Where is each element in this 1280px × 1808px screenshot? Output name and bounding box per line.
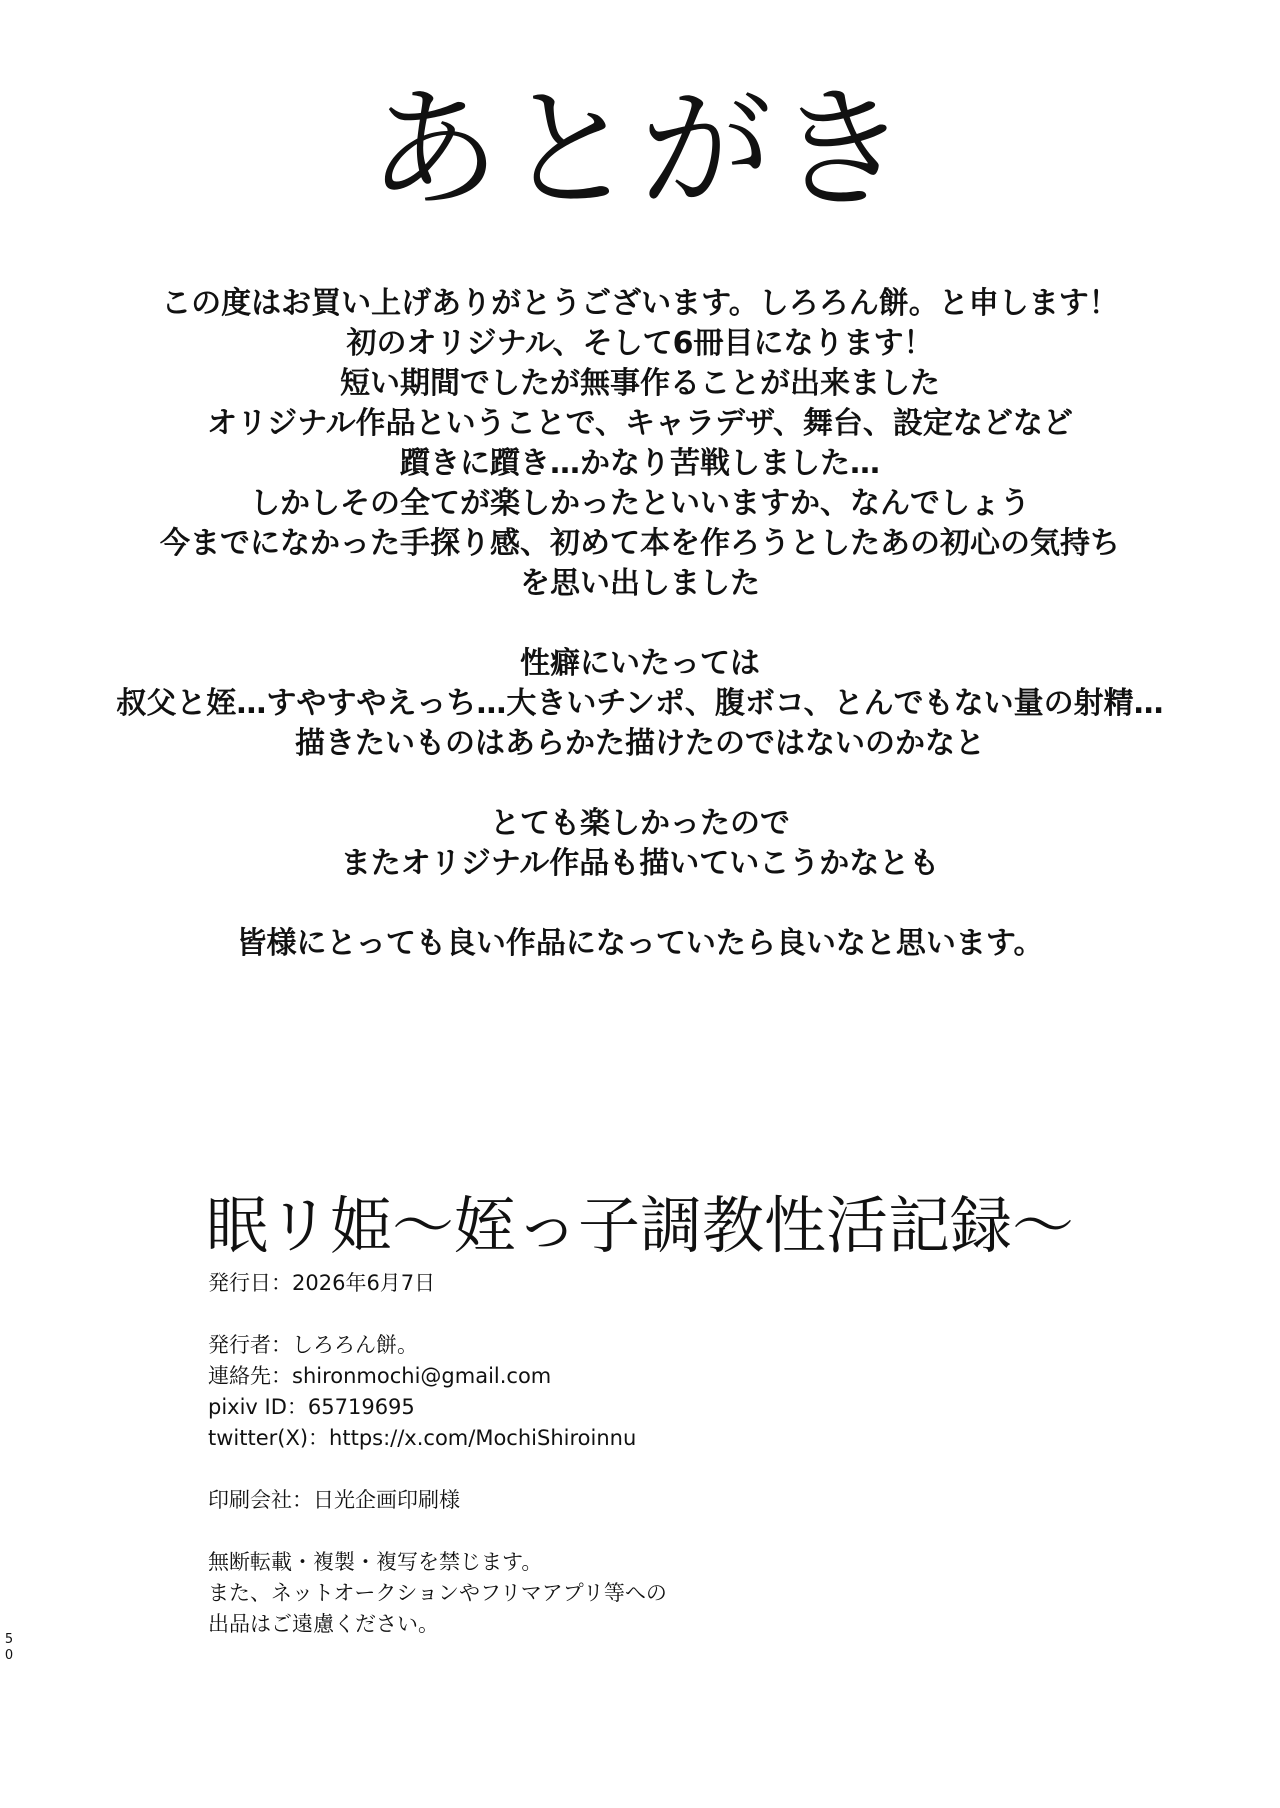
colophon-line: pixiv ID：65719695	[208, 1395, 415, 1419]
page-number: 50	[4, 1632, 14, 1663]
colophon-line: また、ネットオークションやフリマアプリ等への	[208, 1581, 667, 1605]
afterword-line: 躓きに躓き…かなり苦戦しました…	[400, 446, 880, 481]
afterword-line: しかしその全てが楽しかったといいますか、なんでしょう	[250, 486, 1030, 521]
colophon-publisher-info	[208, 1330, 1108, 1454]
afterword-line: とても楽しかったので	[490, 806, 790, 841]
colophon-publication-date	[208, 1268, 1108, 1299]
colophon-line: 発行日：2026年6月7日	[208, 1271, 436, 1295]
colophon-line: 発行者：しろろん餅。	[208, 1333, 418, 1357]
book-title: 眠リ姫～姪っ子調教性活記録～	[205, 1189, 1074, 1262]
colophon-line: 出品はご遠慮ください。	[208, 1612, 439, 1636]
colophon-line: 連絡先：shironmochi@gmail.com	[208, 1364, 552, 1388]
afterword-paragraph	[60, 924, 1220, 964]
afterword-text	[60, 284, 1220, 1004]
afterword-line: 叔父と姪…すやすやえっち…大きいチンポ、腹ボコ、とんでもない量の射精…	[116, 686, 1164, 721]
afterword-line: 今までになかった手探り感、初めて本を作ろうとしたあの初心の気持ち	[160, 526, 1120, 561]
afterword-line: を思い出しました	[520, 566, 760, 601]
afterword-line: 描きたいものはあらかた描けたのではないのかなと	[295, 726, 985, 761]
page-heading: あとがき	[368, 73, 912, 227]
afterword-line: 性癖にいたっては	[520, 646, 760, 681]
colophon-line: 印刷会社：日光企画印刷様	[208, 1488, 460, 1512]
afterword-paragraph	[60, 284, 1220, 604]
afterword-line: 皆様にとっても良い作品になっていたら良いなと思います。	[236, 926, 1044, 961]
colophon-printer	[208, 1485, 1108, 1516]
afterword-line: オリジナル作品ということで、キャラデザ、舞台、設定などなど	[207, 406, 1073, 441]
afterword-line: この度はお買い上げありがとうございます。しろろん餅。と申します！	[161, 286, 1119, 321]
afterword-line: 短い期間でしたが無事作ることが出来ました	[340, 366, 940, 401]
afterword-paragraph	[60, 644, 1220, 764]
afterword-paragraph	[60, 804, 1220, 884]
afterword-line: 初のオリジナル、そして6冊目になります！	[346, 326, 934, 361]
afterword-line: またオリジナル作品も描いていこうかなとも	[340, 846, 940, 881]
colophon-notice	[208, 1547, 1108, 1640]
colophon-line: twitter(X)：https://x.com/MochiShiroinnu	[208, 1426, 637, 1450]
colophon-line: 無断転載・複製・複写を禁じます。	[208, 1550, 543, 1574]
colophon	[208, 1268, 1108, 1671]
